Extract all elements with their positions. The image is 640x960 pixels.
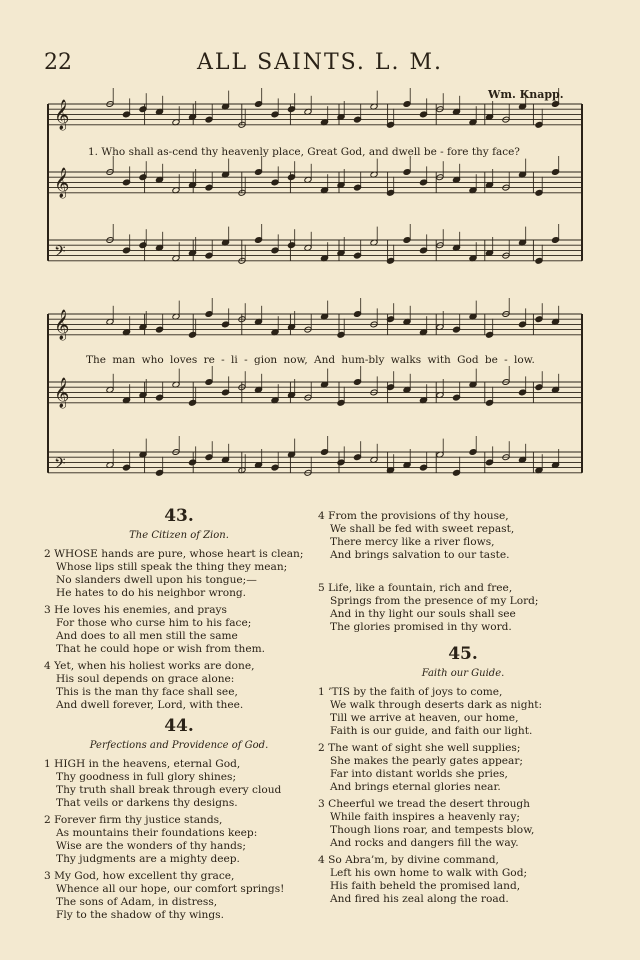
stanza xyxy=(318,510,608,562)
verse-line: Thy truth shall break through every cloud xyxy=(56,784,282,796)
verse-line: Far into distant worlds she pries, xyxy=(330,768,508,780)
verse-line: Fly to the shadow of thy wings. xyxy=(56,909,224,921)
bass-clef-icon: 𝄢 xyxy=(54,454,66,476)
verse-line: And rocks and dangers fill the way. xyxy=(330,837,519,849)
verse-line: His soul depends on grace alone: xyxy=(56,673,235,685)
stanza xyxy=(44,758,314,810)
composer: Wm. Knapp. xyxy=(488,88,564,101)
verse-line: We shall be fed with sweet repast, xyxy=(330,523,515,535)
verse-line: She makes the pearly gates appear; xyxy=(330,755,523,767)
verse-line: Wise are the wonders of thy hands; xyxy=(56,840,246,852)
verse-line: 2 WHOSE hands are pure, whose heart is clean; xyxy=(44,548,304,560)
stanza xyxy=(318,798,608,850)
left-column xyxy=(44,506,314,926)
verse-line: For those who curse him to his face; xyxy=(56,617,252,629)
stanza xyxy=(44,660,314,712)
lyric-line-1: 1. Who shall as-cend thy heavenly place, Great God, and dwell be - fore thy face? xyxy=(88,146,520,158)
verse-line: He hates to do his neighbor wrong. xyxy=(56,587,247,599)
verse-line: 5 Life, like a fountain, rich and free, xyxy=(318,582,513,594)
verse-line: And does to all men still the same xyxy=(56,630,238,642)
hymn-subtitle: The Citizen of Zion. xyxy=(129,530,229,541)
verse-line: Whence all our hope, our comfort springs! xyxy=(56,883,285,895)
treble-clef-icon: 𝄞 xyxy=(54,99,70,130)
verse-line: 4 So Abra’m, by divine command, xyxy=(318,854,499,866)
hymn-number: 45. xyxy=(448,644,478,664)
verse-line: That veils or darkens thy designs. xyxy=(56,797,238,809)
verse-line: Till we arrive at heaven, our home, xyxy=(330,712,519,724)
verse-line: And brings salvation to our taste. xyxy=(330,549,510,561)
verse-line: 3 He loves his enemies, and prays xyxy=(44,604,227,616)
verse-line: His faith beheld the promised land, xyxy=(330,880,521,892)
stanza xyxy=(318,854,608,906)
verse-line: The glories promised in thy word. xyxy=(330,621,512,633)
verse-line: 2 Forever firm thy justice stands, xyxy=(44,814,223,826)
verse-line: As mountains their foundations keep: xyxy=(56,827,258,839)
lyric-line-2: The man who loves re - li - gion now, And hum-bly walks with God be - low. xyxy=(86,354,535,366)
stanza xyxy=(44,814,314,866)
verse-line: And in thy light our souls shall see xyxy=(330,608,516,620)
stanza xyxy=(318,582,608,634)
stanza xyxy=(318,742,608,794)
verse-line: And brings eternal glories near. xyxy=(330,781,501,793)
stanza xyxy=(44,604,314,656)
verse-line: 3 Cheerful we tread the desert through xyxy=(318,798,531,810)
page-number: 22 xyxy=(44,50,72,75)
hymn-subtitle: Faith our Guide. xyxy=(421,668,505,679)
verse-line: 2 The want of sight she well supplies; xyxy=(318,742,521,754)
verse-line: While faith inspires a heavenly ray; xyxy=(330,811,520,823)
verse-line: No slanders dwell upon his tongue;— xyxy=(56,574,257,586)
hymn-number: 43. xyxy=(164,506,194,526)
verse-line: We walk through deserts dark as night: xyxy=(330,699,543,711)
verse-line: 4 From the provisions of thy house, xyxy=(318,510,509,522)
verse-line: Springs from the presence of my Lord; xyxy=(330,595,539,607)
verse-line: 4 Yet, when his holiest works are done, xyxy=(44,660,255,672)
verse-line: Whose lips still speak the thing they mean; xyxy=(56,561,288,573)
verse-line: 3 My God, how excellent thy grace, xyxy=(44,870,235,882)
right-column xyxy=(318,510,608,910)
treble-clef-icon: 𝄞 xyxy=(54,309,70,340)
verse-line: Faith is our guide, and faith our light. xyxy=(330,725,533,737)
verse-line: Thy judgments are a mighty deep. xyxy=(56,853,240,865)
hymn-number: 44. xyxy=(164,716,194,736)
treble-clef-icon: 𝄞 xyxy=(54,377,70,408)
stanza xyxy=(44,548,314,600)
verse-line: And fired his zeal along the road. xyxy=(330,893,509,905)
verse-line: Thy goodness in full glory shines; xyxy=(56,771,237,783)
verse-line: 1 HIGH in the heavens, eternal God, xyxy=(44,758,241,770)
treble-clef-icon: 𝄞 xyxy=(54,167,70,198)
bass-clef-icon: 𝄢 xyxy=(54,242,66,264)
verse-line: And dwell forever, Lord, with thee. xyxy=(56,699,244,711)
verse-line: 1 ’TIS by the faith of joys to come, xyxy=(318,686,503,698)
verse-line: Left his own home to walk with God; xyxy=(330,867,528,879)
verse-line: Though lions roar, and tempests blow, xyxy=(330,824,535,836)
tune-title: ALL SAINTS. L. M. xyxy=(196,50,444,75)
verse-line: The sons of Adam, in distress, xyxy=(56,896,218,908)
verse-line: There mercy like a river flows, xyxy=(330,536,495,548)
verse-line: That he could hope or wish from them. xyxy=(56,643,266,655)
stanza xyxy=(318,686,608,738)
hymn-subtitle: Perfections and Providence of God. xyxy=(89,740,269,751)
verse-line: This is the man thy face shall see, xyxy=(56,686,238,698)
stanza xyxy=(44,870,314,922)
